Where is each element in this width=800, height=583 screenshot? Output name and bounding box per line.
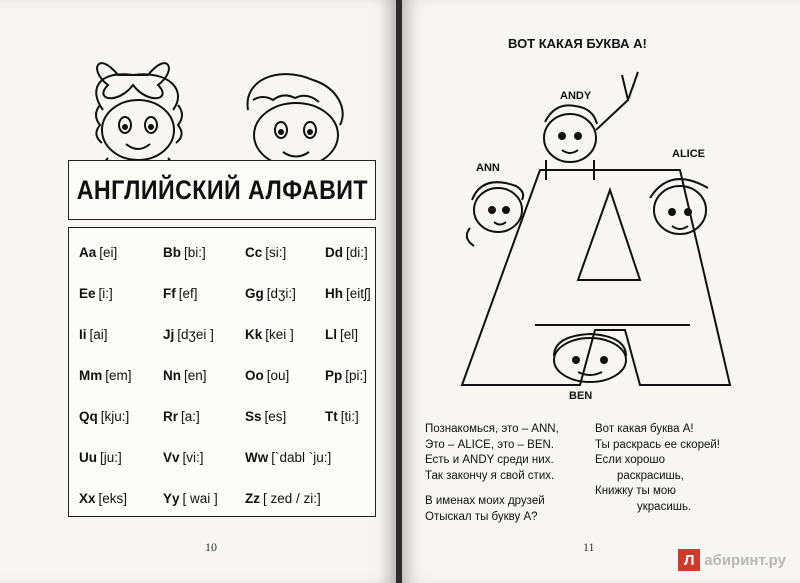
alphabet-cell: [245, 478, 325, 519]
alphabet-cell: [163, 437, 245, 478]
alphabet-cell: [245, 355, 325, 396]
alphabet-cell: [79, 232, 163, 273]
poem-right-column: [595, 422, 720, 515]
alphabet-pronunciation: [vi:]: [182, 450, 204, 465]
alphabet-pronunciation: [bi:]: [184, 245, 206, 260]
alphabet-pronunciation: [es]: [264, 409, 287, 424]
alphabet-pronunciation: [el]: [340, 327, 359, 342]
alphabet-pronunciation: [pi:]: [345, 368, 368, 383]
alphabet-letter: Kk: [245, 327, 263, 342]
alphabet-letter: Oo: [245, 368, 264, 383]
alphabet-pronunciation: [ti:]: [340, 409, 359, 424]
name-label-ben: BEN: [569, 390, 593, 402]
alphabet-letter: Ee: [79, 286, 96, 301]
alphabet-title-banner: [68, 160, 376, 220]
poem-line: украсишь.: [637, 500, 692, 513]
alphabet-letter: Aa: [79, 245, 97, 260]
alphabet-letter: Yy: [163, 491, 180, 506]
poem-line: Так закончу я свой стих.: [425, 469, 555, 482]
alphabet-cell: [325, 437, 385, 478]
alphabet-pronunciation: [kju:]: [100, 409, 130, 424]
poem-line: В именах моих друзей: [425, 495, 545, 507]
alphabet-pronunciation: [kei ]: [265, 327, 294, 342]
alphabet-cell: [163, 314, 245, 355]
alphabet-letter: Dd: [325, 245, 343, 260]
alphabet-cell: [325, 396, 385, 437]
alphabet-cell: [79, 314, 163, 355]
alphabet-pronunciation: [ai]: [89, 327, 108, 342]
alphabet-letter: Qq: [79, 409, 98, 424]
labirint-watermark: [678, 549, 786, 571]
alphabet-letter: Hh: [325, 286, 343, 301]
alphabet-pronunciation: [ei]: [99, 245, 118, 260]
alphabet-letter: Uu: [79, 450, 97, 465]
poem-line: Ты раскрась ее скорей!: [595, 438, 720, 451]
page-number-right: 11: [583, 540, 595, 554]
alphabet-cell: [79, 396, 163, 437]
poem-gap: [425, 484, 559, 494]
alphabet-cell: [325, 314, 385, 355]
alphabet-cell: [79, 478, 163, 519]
alphabet-cell: [325, 355, 385, 396]
alphabet-cell: [325, 273, 385, 314]
alphabet-pronunciation: [`dabl `ju:]: [271, 450, 332, 465]
left-page: [0, 0, 396, 583]
poem-line: Отыскал ты букву А?: [425, 510, 538, 523]
alphabet-letter: Vv: [163, 450, 180, 465]
alphabet-pronunciation: [ou]: [266, 368, 290, 383]
alphabet-letter: Ll: [325, 327, 337, 342]
alphabet-letter: Zz: [245, 491, 260, 506]
children-illustration: [78, 30, 368, 180]
alphabet-letter: Nn: [163, 368, 181, 383]
alphabet-letter: Gg: [245, 286, 264, 301]
alphabet-letter: Mm: [79, 368, 103, 383]
alphabet-title: АНГЛИЙСКИЙ АЛФАВИТ: [76, 174, 368, 205]
poem-left-column: [425, 422, 559, 525]
alphabet-cell: [245, 232, 325, 273]
name-label-andy: ANDY: [560, 90, 592, 102]
poem-line: Вот какая буква А!: [595, 423, 694, 435]
alphabet-cell: [79, 437, 163, 478]
alphabet-pronunciation: [ju:]: [100, 450, 122, 465]
alphabet-cell: [245, 314, 325, 355]
alphabet-cell: [163, 232, 245, 273]
poem-line: раскрасишь,: [617, 469, 684, 482]
alphabet-pronunciation: [em]: [105, 368, 132, 383]
alphabet-pronunciation: [i:]: [98, 286, 113, 301]
alphabet-pronunciation: [a:]: [181, 409, 200, 424]
poem-line: Если хорошо: [595, 454, 666, 466]
big-letter-a-illustration: [450, 60, 770, 405]
alphabet-letter: Tt: [325, 409, 338, 424]
alphabet-pronunciation: [eitʃ]: [346, 286, 371, 301]
alphabet-letter: Ff: [163, 286, 176, 301]
alphabet-table: [68, 227, 376, 517]
alphabet-letter: Bb: [163, 245, 181, 260]
poem-line: Книжку ты мою: [595, 485, 676, 497]
alphabet-cell: [163, 355, 245, 396]
alphabet-letter: Cc: [245, 245, 263, 260]
page-number-left: 10: [205, 540, 217, 554]
alphabet-letter: Ww: [245, 450, 269, 465]
alphabet-pronunciation: [di:]: [346, 245, 368, 260]
alphabet-cell: [325, 232, 385, 273]
name-label-ann: ANN: [476, 162, 500, 174]
alphabet-cell: [79, 355, 163, 396]
alphabet-grid: [69, 228, 375, 516]
alphabet-cell: [245, 273, 325, 314]
poem-line: Есть и ANDY среди них.: [425, 454, 554, 466]
name-label-alice: ALICE: [672, 148, 705, 160]
alphabet-cell: [163, 478, 245, 519]
labirint-logo-icon: Л: [678, 549, 700, 571]
alphabet-cell: [245, 396, 325, 437]
alphabet-pronunciation: [dʒi:]: [266, 286, 296, 301]
alphabet-pronunciation: [ zed / zi:]: [263, 491, 321, 506]
poem-line: Это – ALICE, это – BEN.: [425, 438, 554, 451]
alphabet-pronunciation: [si:]: [265, 245, 287, 260]
alphabet-cell: [325, 478, 385, 519]
alphabet-letter: Jj: [163, 327, 175, 342]
watermark-text: абиринт.ру: [704, 551, 786, 569]
alphabet-pronunciation: [dʒei ]: [177, 327, 214, 342]
alphabet-pronunciation: [eks]: [98, 491, 128, 506]
alphabet-pronunciation: [ wai ]: [182, 491, 218, 506]
alphabet-cell: [245, 437, 332, 478]
alphabet-letter: Rr: [163, 409, 179, 424]
alphabet-cell: [79, 273, 163, 314]
alphabet-cell: [163, 396, 245, 437]
alphabet-letter: Pp: [325, 368, 343, 383]
alphabet-letter: Xx: [79, 491, 96, 506]
alphabet-cell: [163, 273, 245, 314]
alphabet-pronunciation: [en]: [184, 368, 207, 383]
alphabet-pronunciation: [ef]: [178, 286, 198, 301]
alphabet-letter: Ii: [79, 327, 87, 342]
alphabet-letter: Ss: [245, 409, 262, 424]
poem-line: Познакомься, это – ANN,: [425, 423, 559, 435]
right-page-title: ВОТ КАКАЯ БУКВА А!: [508, 36, 647, 51]
